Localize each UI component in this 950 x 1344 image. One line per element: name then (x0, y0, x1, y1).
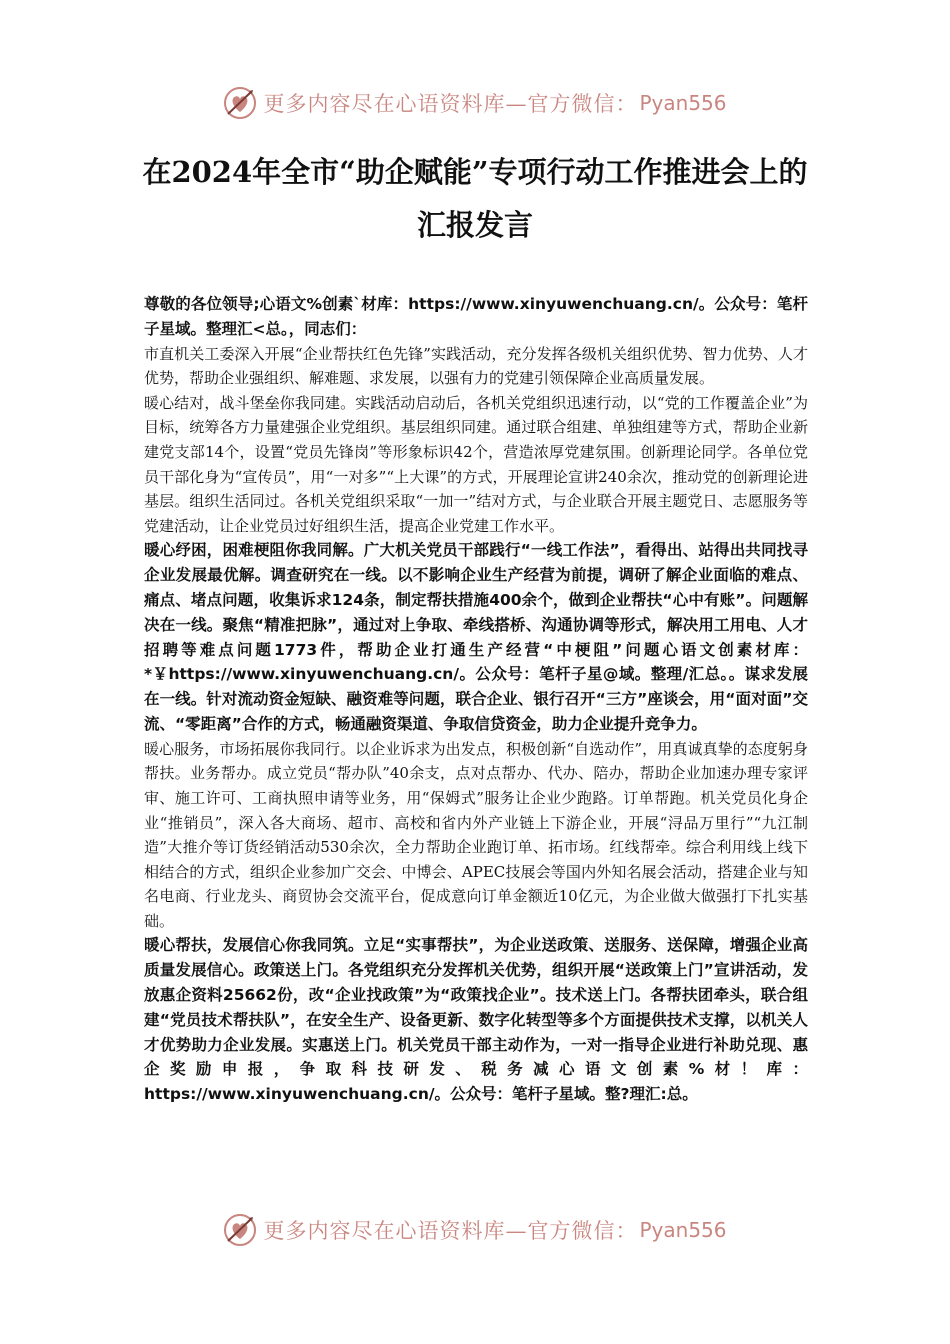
paragraph-pairing: 暖心结对，战斗堡垒你我同建。实践活动启动后，各机关党组织迅速行动，以“党的工作覆盖企业”为目标，统筹各方力量建强企业党组织。基层组织同建。通过联合组建、单独组建等方式，帮助企业新建党支部14个，设置“党员先锋岗”等形象标识42个，营造浓厚党建氛围。创新理论同学。各单位党员干部化身为“宣传员”，用“一对多”“上大课”的方式，开展理论宣讲240余次，推动党的创新理论进基层。组织生活同过。各机关党组织采取“一加一”结对方式，与企业联合开展主题党日、志愿服务等党建活动，让企业党员过好组织生活，提高企业党建工作水平。 (144, 393, 808, 535)
watermark-id: Pyan556 (639, 1218, 727, 1242)
watermark-text: 更多内容尽在心语资料库—官方微信： (263, 92, 638, 116)
heart-logo-icon (223, 86, 257, 120)
paragraph-service: 暖心服务，市场拓展你我同行。以企业诉求为出发点，积极创新“自选动作”，用真诚真挚的态度躬身帮扶。业务帮办。成立党员“帮办队”40余支，点对点帮办、代办、陪办，帮助企业加速办理专家评审、施工许可、工商执照申请等业务，用“保姆式”服务让企业少跑路。订单帮跑。机关党员化身企业“推销员”，深入各大商场、超市、高校和省内外产业链上下游企业，开展“浔品万里行”“九江制造”大推介等订货经销活动530余次，全力帮助企业跑订单、拓市场。红线帮牵。综合利用线上线下相结合的方式，组织企业参加广交会、中博会、APEC技展会等国内外知名展会活动，搭建企业与知名电商、行业龙头、商贸协会交流平台，促成意向订单金额近10亿元，为企业做大做强打下扎实基础。 (144, 739, 808, 930)
watermark-id: Pyan556 (639, 91, 727, 115)
document-title: 在2024年全市“助企赋能”专项行动工作推进会上的汇报发言 (142, 155, 808, 242)
heart-logo-icon (223, 1213, 257, 1247)
paragraph-support: 暖心帮扶，发展信心你我同筑。立足“实事帮扶”，为企业送政策、送服务、送保障，增强企业高质量发展信心。政策送上门。各党组织充分发挥机关优势，组织开展“送政策上门”宣讲活动，发放惠企资料25662份，改“企业找政策”为“政策找企业”。技术送上门。各帮扶团牵头，联合组建“党员技术帮扶队”，在安全生产、设备更新、数字化转型等多个方面提供技术支撑，以机关人才优势助力企业发展。实惠送上门。机关党员干部主动作为，一对一指导企业进行补助兑现、惠企奖励申报，争取科技研发、税务减心语文创素%材！库：https://www.xinyuwenchuang.cn/。公众号：笔杆子星域。整?理汇:总。 (144, 936, 808, 1104)
watermark-text: 更多内容尽在心语资料库—官方微信： (263, 1219, 638, 1243)
paragraph-salutation: 尊敬的各位领导;心语文%创素`材库：https://www.xinyuwenchuang.cn/。公众号：笔杆子星域。整理汇<总。，同志们： (144, 295, 808, 338)
paragraph-relief: 暖心纾困，困难梗阻你我同解。广大机关党员干部践行“一线工作法”，看得出、站得出共同找寻企业发展最优解。调查研究在一线。以不影响企业生产经营为前提，调研了解企业面临的难点、痛点、堵点问题，收集诉求124条，制定帮扶措施400余个，做到企业帮扶“心中有账”。问题解决在一线。聚焦“精准把脉”，通过对上争取、牵线搭桥、沟通协调等形式，解决用工用电、人才招聘等难点问题1773件，帮助企业打通生产经营“中梗阻”问题心语文创素材库：*￥https://www.xinyuwenchuang.cn/。公众号：笔杆子星@域。整理/汇总。。谋求发展在一线。针对流动资金短缺、融资难等问题，联合企业、银行召开“三方”座谈会，用“面对面”交流、“零距离”合作的方式，畅通融资渠道、争取信贷资金，助力企业提升竞争力。 (144, 541, 808, 733)
watermark-banner-bottom (0, 1210, 950, 1250)
document-body (144, 292, 808, 1107)
watermark-banner-top (0, 83, 950, 123)
paragraph-intro: 市直机关工委深入开展“企业帮扶红色先锋”实践活动，充分发挥各级机关组织优势、智力优势、人才优势，帮助企业强组织、解难题、求发展，以强有力的党建引领保障企业高质量发展。 (144, 344, 808, 388)
